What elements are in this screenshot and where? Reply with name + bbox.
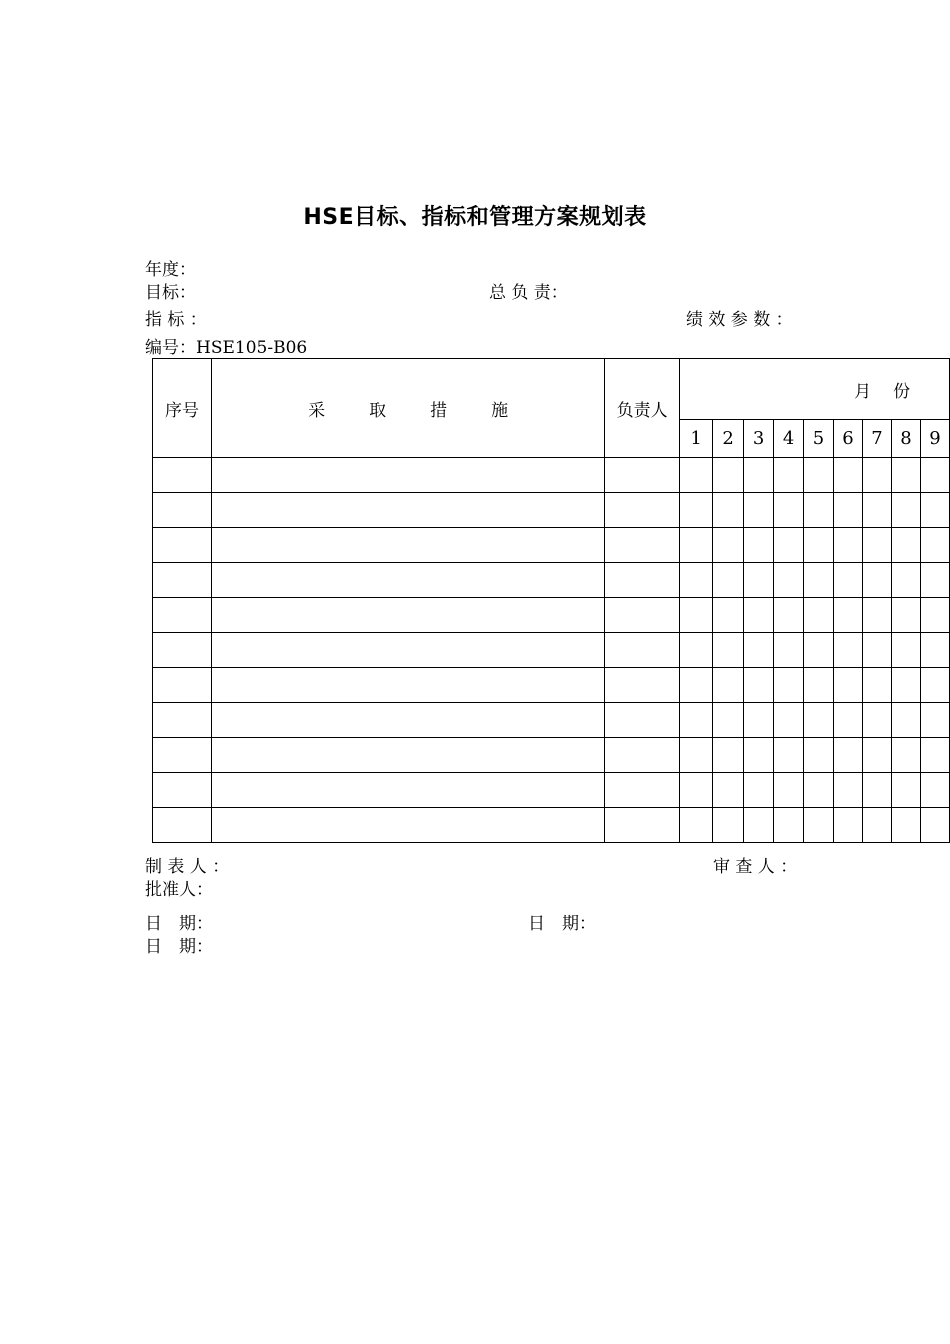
- month-cell: [863, 773, 892, 808]
- month-cell: [863, 598, 892, 633]
- chief-label: 总 负 责：: [489, 283, 568, 303]
- month-cell: [804, 703, 834, 738]
- measure-cell: [211, 598, 604, 633]
- month-header-cell: 8: [891, 420, 920, 458]
- table-row: [153, 493, 950, 528]
- month-cell: [680, 773, 713, 808]
- month-cell: [774, 633, 804, 668]
- month-cell: [920, 808, 949, 843]
- month-cell: [680, 703, 713, 738]
- month-cell: [920, 668, 949, 703]
- owner-cell: [605, 773, 680, 808]
- measure-cell: [211, 633, 604, 668]
- month-cell: [891, 738, 920, 773]
- date-label: 日 期：: [145, 914, 213, 934]
- month-cell: [804, 668, 834, 703]
- month-cell: [774, 808, 804, 843]
- month-header-cell: 7: [863, 420, 892, 458]
- month-cell: [863, 493, 892, 528]
- table-row: [153, 633, 950, 668]
- month-cell: [713, 528, 744, 563]
- month-cell: [920, 738, 949, 773]
- month-cell: [891, 808, 920, 843]
- month-cell: [804, 773, 834, 808]
- month-cell: [834, 773, 863, 808]
- seq-cell: [153, 563, 212, 598]
- form-number: 编号：HSE105-B06: [145, 338, 308, 358]
- month-header-cell: 9: [920, 420, 949, 458]
- month-cell: [920, 703, 949, 738]
- month-cell: [834, 808, 863, 843]
- year-label: 年度：: [145, 260, 196, 280]
- month-cell: [713, 458, 744, 493]
- month-cell: [834, 668, 863, 703]
- month-cell: [774, 458, 804, 493]
- month-cell: [774, 668, 804, 703]
- month-cell: [680, 808, 713, 843]
- seq-cell: [153, 598, 212, 633]
- reviewer-label: 审 查 人 ：: [713, 857, 798, 877]
- measure-cell: [211, 493, 604, 528]
- month-cell: [804, 808, 834, 843]
- month-cell: [891, 563, 920, 598]
- measure-cell: [211, 563, 604, 598]
- measure-cell: [211, 703, 604, 738]
- month-cell: [744, 738, 774, 773]
- month-cell: [713, 808, 744, 843]
- month-cell: [774, 493, 804, 528]
- month-cell: [774, 563, 804, 598]
- month-header-cell: 1: [680, 420, 713, 458]
- seq-cell: [153, 738, 212, 773]
- seq-cell: [153, 668, 212, 703]
- month-cell: [804, 493, 834, 528]
- month-cell: [713, 738, 744, 773]
- preparer-label: 制 表 人 ：: [145, 857, 230, 877]
- table-row: [153, 528, 950, 563]
- month-cell: [744, 808, 774, 843]
- month-cell: [744, 598, 774, 633]
- month-cell: [863, 528, 892, 563]
- month-cell: [834, 458, 863, 493]
- month-cell: [863, 808, 892, 843]
- table-row: [153, 598, 950, 633]
- month-cell: [920, 598, 949, 633]
- plan-table: [152, 358, 950, 843]
- measure-cell: [211, 528, 604, 563]
- month-cell: [680, 668, 713, 703]
- month-cell: [680, 563, 713, 598]
- month-cell: [920, 493, 949, 528]
- owner-cell: [605, 633, 680, 668]
- performance-label: 绩 效 参 数 ：: [686, 310, 793, 330]
- seq-cell: [153, 458, 212, 493]
- measure-cell: [211, 773, 604, 808]
- month-cell: [834, 528, 863, 563]
- measure-cell: [211, 738, 604, 773]
- seq-cell: [153, 493, 212, 528]
- seq-cell: [153, 808, 212, 843]
- month-cell: [891, 598, 920, 633]
- month-cell: [744, 528, 774, 563]
- month-cell: [774, 598, 804, 633]
- month-header-cell: 2: [713, 420, 744, 458]
- owner-cell: [605, 738, 680, 773]
- month-cell: [834, 703, 863, 738]
- approver-label: 批准人：: [145, 880, 213, 900]
- seq-cell: [153, 773, 212, 808]
- month-cell: [744, 703, 774, 738]
- goal-label: 目标：: [145, 283, 196, 303]
- seq-cell: [153, 528, 212, 563]
- month-cell: [863, 668, 892, 703]
- month-cell: [774, 528, 804, 563]
- month-cell: [863, 633, 892, 668]
- month-cell: [804, 458, 834, 493]
- month-cell: [920, 773, 949, 808]
- month-cell: [774, 773, 804, 808]
- month-cell: [804, 528, 834, 563]
- header-owner: 负责人: [605, 359, 680, 458]
- month-cell: [891, 633, 920, 668]
- owner-cell: [605, 703, 680, 738]
- month-header-cell: 3: [744, 420, 774, 458]
- header-seq: 序号: [153, 359, 212, 458]
- table-row: [153, 458, 950, 493]
- month-header-cell: 4: [774, 420, 804, 458]
- month-cell: [834, 563, 863, 598]
- month-cell: [774, 738, 804, 773]
- month-cell: [863, 703, 892, 738]
- owner-cell: [605, 598, 680, 633]
- month-cell: [774, 703, 804, 738]
- month-cell: [863, 738, 892, 773]
- owner-cell: [605, 808, 680, 843]
- month-cell: [920, 563, 949, 598]
- month-cell: [920, 633, 949, 668]
- month-cell: [834, 738, 863, 773]
- month-cell: [680, 598, 713, 633]
- header-measures: 采取措施: [211, 359, 604, 458]
- owner-cell: [605, 563, 680, 598]
- measure-cell: [211, 668, 604, 703]
- header-month: 月份: [680, 359, 950, 420]
- table-row: [153, 738, 950, 773]
- month-cell: [920, 458, 949, 493]
- month-cell: [680, 528, 713, 563]
- table-row: [153, 563, 950, 598]
- table-row: [153, 703, 950, 738]
- month-cell: [804, 633, 834, 668]
- document-title: HSE目标、指标和管理方案规划表: [303, 205, 647, 230]
- month-cell: [891, 668, 920, 703]
- month-cell: [713, 493, 744, 528]
- date-label: 日 期：: [145, 937, 213, 957]
- month-cell: [834, 598, 863, 633]
- month-cell: [891, 773, 920, 808]
- measure-cell: [211, 808, 604, 843]
- date-label: 日 期：: [528, 914, 596, 934]
- month-cell: [804, 738, 834, 773]
- month-cell: [744, 458, 774, 493]
- table-row: [153, 773, 950, 808]
- month-cell: [744, 773, 774, 808]
- owner-cell: [605, 668, 680, 703]
- month-header-cell: 5: [804, 420, 834, 458]
- month-cell: [891, 703, 920, 738]
- month-cell: [744, 493, 774, 528]
- measure-cell: [211, 458, 604, 493]
- owner-cell: [605, 458, 680, 493]
- month-cell: [834, 633, 863, 668]
- table-row: [153, 668, 950, 703]
- month-cell: [744, 563, 774, 598]
- month-cell: [863, 458, 892, 493]
- month-cell: [804, 598, 834, 633]
- seq-cell: [153, 703, 212, 738]
- month-cell: [804, 563, 834, 598]
- month-cell: [891, 493, 920, 528]
- table-row: [153, 808, 950, 843]
- month-cell: [744, 633, 774, 668]
- month-cell: [744, 668, 774, 703]
- month-cell: [680, 633, 713, 668]
- month-cell: [713, 633, 744, 668]
- month-cell: [680, 738, 713, 773]
- seq-cell: [153, 633, 212, 668]
- month-cell: [920, 528, 949, 563]
- month-cell: [713, 668, 744, 703]
- owner-cell: [605, 493, 680, 528]
- month-cell: [680, 493, 713, 528]
- owner-cell: [605, 528, 680, 563]
- month-cell: [834, 493, 863, 528]
- month-cell: [713, 598, 744, 633]
- month-cell: [680, 458, 713, 493]
- month-cell: [713, 773, 744, 808]
- month-header-cell: 6: [834, 420, 863, 458]
- indicator-label: 指 标 ：: [145, 310, 207, 330]
- month-cell: [891, 458, 920, 493]
- month-cell: [863, 563, 892, 598]
- month-cell: [891, 528, 920, 563]
- month-cell: [713, 563, 744, 598]
- month-cell: [713, 703, 744, 738]
